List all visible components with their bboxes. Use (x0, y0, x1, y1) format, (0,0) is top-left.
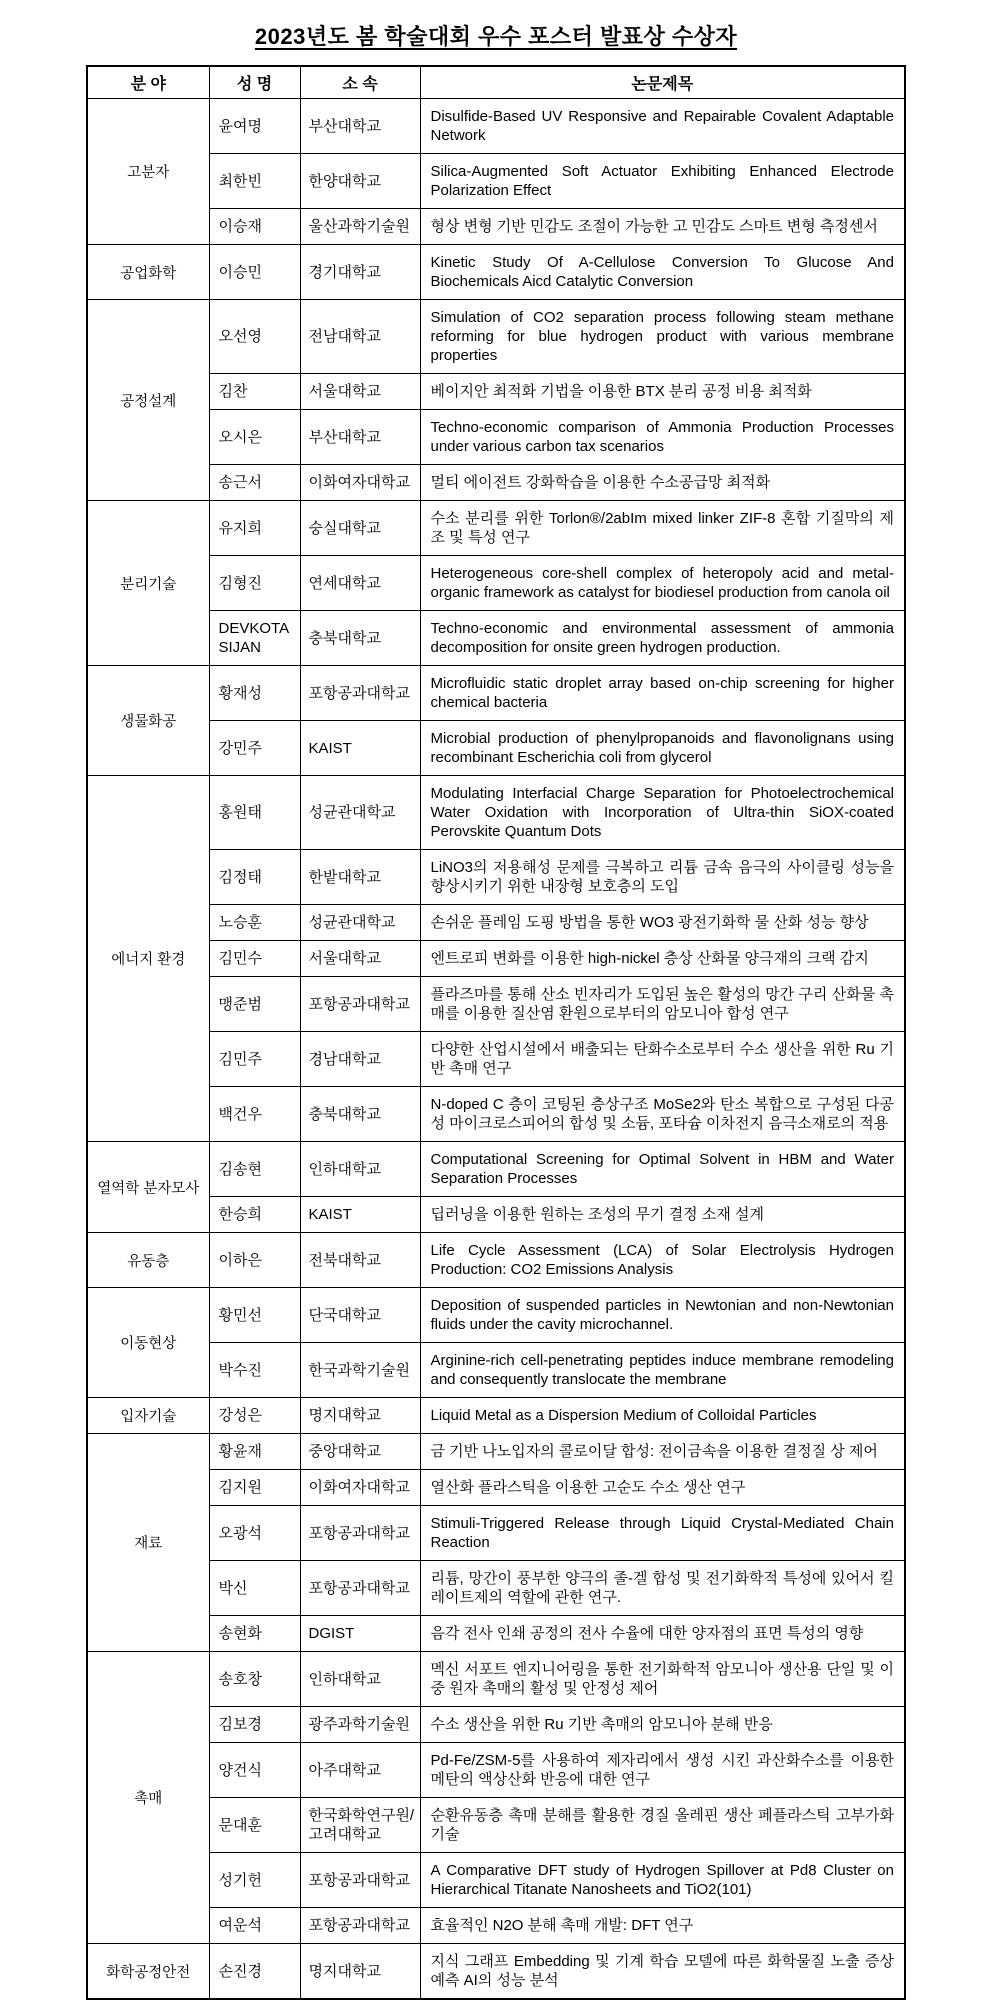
field-cell: 화학공정안전 (87, 1944, 209, 2000)
affiliation-cell: 명지대학교 (300, 1398, 420, 1434)
field-cell: 이동현상 (87, 1288, 209, 1398)
paper-title-cell: Microbial production of phenylpropanoids and flavonolignans using recombinant Escherichia coli from glycerol (420, 721, 905, 776)
paper-title-cell: Techno-economic and environmental assessment of ammonia decomposition for onsite green hydrogen production. (420, 611, 905, 666)
name-cell: 김민수 (209, 941, 300, 977)
paper-title-cell: Pd-Fe/ZSM-5를 사용하여 제자리에서 생성 시킨 과산화수소를 이용한 메탄의 액상산화 반응에 대한 연구 (420, 1743, 905, 1798)
table-row (87, 1032, 905, 1087)
field-cell: 열역학 분자모사 (87, 1142, 209, 1233)
name-cell: 오시은 (209, 410, 300, 465)
name-cell: 박신 (209, 1561, 300, 1616)
name-cell: 황윤재 (209, 1434, 300, 1470)
affiliation-cell: 포항공과대학교 (300, 977, 420, 1032)
paper-title-cell: 딥러닝을 이용한 원하는 조성의 무기 결정 소재 설계 (420, 1197, 905, 1233)
name-cell: 김찬 (209, 374, 300, 410)
table-row (87, 1398, 905, 1434)
page-title: 2023년도 봄 학술대회 우수 포스터 발표상 수상자 (254, 24, 738, 49)
paper-title-cell: 효율적인 N2O 분해 촉매 개발: DFT 연구 (420, 1908, 905, 1944)
table-row (87, 1288, 905, 1343)
awards-table-body (87, 99, 905, 2000)
name-cell: 백건우 (209, 1087, 300, 1142)
affiliation-cell: 명지대학교 (300, 1944, 420, 2000)
paper-title-cell: 음각 전사 인쇄 공정의 전사 수율에 대한 양자점의 표면 특성의 영향 (420, 1616, 905, 1652)
name-cell: 윤여명 (209, 99, 300, 154)
paper-title-cell: Kinetic Study Of A-Cellulose Conversion To Glucose And Biochemicals Aicd Catalytic Conversion (420, 245, 905, 300)
table-row (87, 1743, 905, 1798)
paper-title-cell: Silica-Augmented Soft Actuator Exhibiting Enhanced Electrode Polarization Effect (420, 154, 905, 209)
name-cell: 이하은 (209, 1233, 300, 1288)
name-cell: 여운석 (209, 1908, 300, 1944)
affiliation-cell: 포항공과대학교 (300, 1908, 420, 1944)
table-row (87, 154, 905, 209)
table-row (87, 1616, 905, 1652)
table-row (87, 850, 905, 905)
affiliation-cell: 광주과학기술원 (300, 1707, 420, 1743)
paper-title-cell: 다양한 산업시설에서 배출되는 탄화수소로부터 수소 생산을 위한 Ru 기반 촉매 연구 (420, 1032, 905, 1087)
table-row (87, 1853, 905, 1908)
paper-title-cell: Heterogeneous core-shell complex of heteropoly acid and metal-organic framework as catalyst for biodiesel production from canola oil (420, 556, 905, 611)
name-cell: 송현화 (209, 1616, 300, 1652)
field-cell: 생물화공 (87, 666, 209, 776)
affiliation-cell: 아주대학교 (300, 1743, 420, 1798)
name-cell: 오선영 (209, 300, 300, 374)
paper-title-cell: Disulfide-Based UV Responsive and Repairable Covalent Adaptable Network (420, 99, 905, 154)
table-row (87, 1434, 905, 1470)
table-row (87, 1506, 905, 1561)
affiliation-cell: 인하대학교 (300, 1142, 420, 1197)
table-row (87, 245, 905, 300)
name-cell: 강민주 (209, 721, 300, 776)
field-cell: 촉매 (87, 1652, 209, 1944)
affiliation-cell: 경기대학교 (300, 245, 420, 300)
name-cell: 문대훈 (209, 1798, 300, 1853)
affiliation-cell: 포항공과대학교 (300, 666, 420, 721)
affiliation-cell: 울산과학기술원 (300, 209, 420, 245)
field-cell: 재료 (87, 1434, 209, 1652)
affiliation-cell: 충북대학교 (300, 611, 420, 666)
paper-title-cell: 열산화 플라스틱을 이용한 고순도 수소 생산 연구 (420, 1470, 905, 1506)
table-row (87, 556, 905, 611)
field-cell: 공정설계 (87, 300, 209, 501)
name-cell: 성기헌 (209, 1853, 300, 1908)
paper-title-cell: 멕신 서포트 엔지니어링을 통한 전기화학적 암모니아 생산용 단일 및 이중 원자 촉매의 활성 및 안정성 제어 (420, 1652, 905, 1707)
name-cell: 맹준범 (209, 977, 300, 1032)
column-header-name: 성 명 (209, 66, 300, 99)
table-row (87, 1908, 905, 1944)
field-cell: 고분자 (87, 99, 209, 245)
affiliation-cell: 서울대학교 (300, 941, 420, 977)
paper-title-cell: Techno-economic comparison of Ammonia Production Processes under various carbon tax scenarios (420, 410, 905, 465)
name-cell: 강성은 (209, 1398, 300, 1434)
paper-title-cell: N-doped C 층이 코팅된 층상구조 MoSe2와 탄소 복합으로 구성된 다공성 마이크로스피어의 합성 및 소듐, 포타슘 이차전지 음극소재로의 적용 (420, 1087, 905, 1142)
table-row (87, 300, 905, 374)
table-row (87, 1087, 905, 1142)
name-cell: 홍원태 (209, 776, 300, 850)
paper-title-cell: Deposition of suspended particles in Newtonian and non-Newtonian fluids under the cavity microchannel. (420, 1288, 905, 1343)
name-cell: 이승재 (209, 209, 300, 245)
name-cell: 최한빈 (209, 154, 300, 209)
paper-title-cell: 순환유동층 촉매 분해를 활용한 경질 올레핀 생산 페플라스틱 고부가화 기술 (420, 1798, 905, 1853)
table-row (87, 1944, 905, 2000)
affiliation-cell: 부산대학교 (300, 99, 420, 154)
affiliation-cell: 부산대학교 (300, 410, 420, 465)
name-cell: 김지원 (209, 1470, 300, 1506)
table-row (87, 1233, 905, 1288)
paper-title-cell: 금 기반 나노입자의 콜로이달 합성: 전이금속을 이용한 결정질 상 제어 (420, 1434, 905, 1470)
field-cell: 분리기술 (87, 501, 209, 666)
paper-title-cell: Microfluidic static droplet array based on-chip screening for higher chemical bacteria (420, 666, 905, 721)
table-row (87, 1343, 905, 1398)
name-cell: 황민선 (209, 1288, 300, 1343)
table-row (87, 941, 905, 977)
affiliation-cell: 포항공과대학교 (300, 1853, 420, 1908)
affiliation-cell: 포항공과대학교 (300, 1506, 420, 1561)
table-row (87, 1142, 905, 1197)
affiliation-cell: 경남대학교 (300, 1032, 420, 1087)
paper-title-cell: 수소 분리를 위한 Torlon®/2abIm mixed linker ZIF-8 혼합 기질막의 제조 및 특성 연구 (420, 501, 905, 556)
table-row (87, 374, 905, 410)
affiliation-cell: 한밭대학교 (300, 850, 420, 905)
name-cell: 송근서 (209, 465, 300, 501)
paper-title-cell: Simulation of CO2 separation process following steam methane reforming for blue hydrogen product with various membrane properties (420, 300, 905, 374)
paper-title-cell: Liquid Metal as a Dispersion Medium of Colloidal Particles (420, 1398, 905, 1434)
name-cell: 황재성 (209, 666, 300, 721)
table-row (87, 905, 905, 941)
affiliation-cell: 한국화학연구원/고려대학교 (300, 1798, 420, 1853)
name-cell: 박수진 (209, 1343, 300, 1398)
table-row (87, 776, 905, 850)
name-cell: 노승훈 (209, 905, 300, 941)
field-cell: 입자기술 (87, 1398, 209, 1434)
name-cell: 김형진 (209, 556, 300, 611)
affiliation-cell: KAIST (300, 1197, 420, 1233)
field-cell: 공업화학 (87, 245, 209, 300)
paper-title-cell: Stimuli-Triggered Release through Liquid Crystal-Mediated Chain Reaction (420, 1506, 905, 1561)
table-row (87, 1798, 905, 1853)
paper-title-cell: 리튬, 망간이 풍부한 양극의 졸-겔 합성 및 전기화학적 특성에 있어서 킬레이트제의 역할에 관한 연구. (420, 1561, 905, 1616)
affiliation-cell: 인하대학교 (300, 1652, 420, 1707)
table-row (87, 1470, 905, 1506)
table-row (87, 1652, 905, 1707)
affiliation-cell: 성균관대학교 (300, 905, 420, 941)
paper-title-cell: 형상 변형 기반 민감도 조절이 가능한 고 민감도 스마트 변형 측정센서 (420, 209, 905, 245)
column-header-paper-title: 논문제목 (420, 66, 905, 99)
paper-title-cell: 지식 그래프 Embedding 및 기계 학습 모델에 따른 화학물질 노출 증상 예측 AI의 성능 분석 (420, 1944, 905, 2000)
name-cell: 한승희 (209, 1197, 300, 1233)
table-row (87, 977, 905, 1032)
name-cell: 김정태 (209, 850, 300, 905)
name-cell: 김민주 (209, 1032, 300, 1087)
table-row (87, 465, 905, 501)
affiliation-cell: 한국과학기술원 (300, 1343, 420, 1398)
name-cell: DEVKOTA SIJAN (209, 611, 300, 666)
column-header-affiliation: 소 속 (300, 66, 420, 99)
affiliation-cell: 전북대학교 (300, 1233, 420, 1288)
name-cell: 김송현 (209, 1142, 300, 1197)
column-header-field: 분 야 (87, 66, 209, 99)
paper-title-cell: Computational Screening for Optimal Solvent in HBM and Water Separation Processes (420, 1142, 905, 1197)
paper-title-cell: Modulating Interfacial Charge Separation for Photoelectrochemical Water Oxidation with Incorporation of Ultra-thin SiOX-coated Perovskite Quantum Dots (420, 776, 905, 850)
field-cell: 에너지 환경 (87, 776, 209, 1142)
affiliation-cell: 연세대학교 (300, 556, 420, 611)
affiliation-cell: 성균관대학교 (300, 776, 420, 850)
table-row (87, 666, 905, 721)
affiliation-cell: 이화여자대학교 (300, 465, 420, 501)
affiliation-cell: KAIST (300, 721, 420, 776)
name-cell: 오광석 (209, 1506, 300, 1561)
name-cell: 양건식 (209, 1743, 300, 1798)
paper-title-cell: 엔트로피 변화를 이용한 high-nickel 층상 산화물 양극재의 크랙 감지 (420, 941, 905, 977)
table-row (87, 501, 905, 556)
name-cell: 김보경 (209, 1707, 300, 1743)
table-row (87, 1707, 905, 1743)
paper-title-cell: 수소 생산을 위한 Ru 기반 촉매의 암모니아 분해 반응 (420, 1707, 905, 1743)
table-row (87, 410, 905, 465)
affiliation-cell: 단국대학교 (300, 1288, 420, 1343)
table-row (87, 99, 905, 154)
paper-title-cell: 베이지안 최적화 기법을 이용한 BTX 분리 공정 비용 최적화 (420, 374, 905, 410)
affiliation-cell: 이화여자대학교 (300, 1470, 420, 1506)
name-cell: 송호창 (209, 1652, 300, 1707)
affiliation-cell: 전남대학교 (300, 300, 420, 374)
affiliation-cell: 숭실대학교 (300, 501, 420, 556)
paper-title-cell: Life Cycle Assessment (LCA) of Solar Electrolysis Hydrogen Production: CO2 Emissions Analysis (420, 1233, 905, 1288)
table-row (87, 209, 905, 245)
paper-title-cell: A Comparative DFT study of Hydrogen Spillover at Pd8 Cluster on Hierarchical Titanate Nanosheets and TiO2(101) (420, 1853, 905, 1908)
name-cell: 유지희 (209, 501, 300, 556)
affiliation-cell: 충북대학교 (300, 1087, 420, 1142)
paper-title-cell: 멀티 에이전트 강화학습을 이용한 수소공급망 최적화 (420, 465, 905, 501)
paper-title-cell: Arginine-rich cell-penetrating peptides induce membrane remodeling and consequently translocate the membrane (420, 1343, 905, 1398)
affiliation-cell: 중앙대학교 (300, 1434, 420, 1470)
field-cell: 유동층 (87, 1233, 209, 1288)
paper-title-cell: LiNO3의 저용해성 문제를 극복하고 리튬 금속 음극의 사이클링 성능을 향상시키기 위한 내장형 보호층의 도입 (420, 850, 905, 905)
awards-table (86, 65, 906, 2000)
name-cell: 이승민 (209, 245, 300, 300)
affiliation-cell: DGIST (300, 1616, 420, 1652)
affiliation-cell: 포항공과대학교 (300, 1561, 420, 1616)
affiliation-cell: 한양대학교 (300, 154, 420, 209)
table-row (87, 1561, 905, 1616)
name-cell: 손진경 (209, 1944, 300, 2000)
table-row (87, 611, 905, 666)
table-row (87, 1197, 905, 1233)
table-header-row (87, 66, 905, 99)
paper-title-cell: 손쉬운 플레임 도핑 방법을 통한 WO3 광전기화학 물 산화 성능 향상 (420, 905, 905, 941)
table-row (87, 721, 905, 776)
affiliation-cell: 서울대학교 (300, 374, 420, 410)
paper-title-cell: 플라즈마를 통해 산소 빈자리가 도입된 높은 활성의 망간 구리 산화물 촉매를 이용한 질산염 환원으로부터의 암모니아 합성 연구 (420, 977, 905, 1032)
